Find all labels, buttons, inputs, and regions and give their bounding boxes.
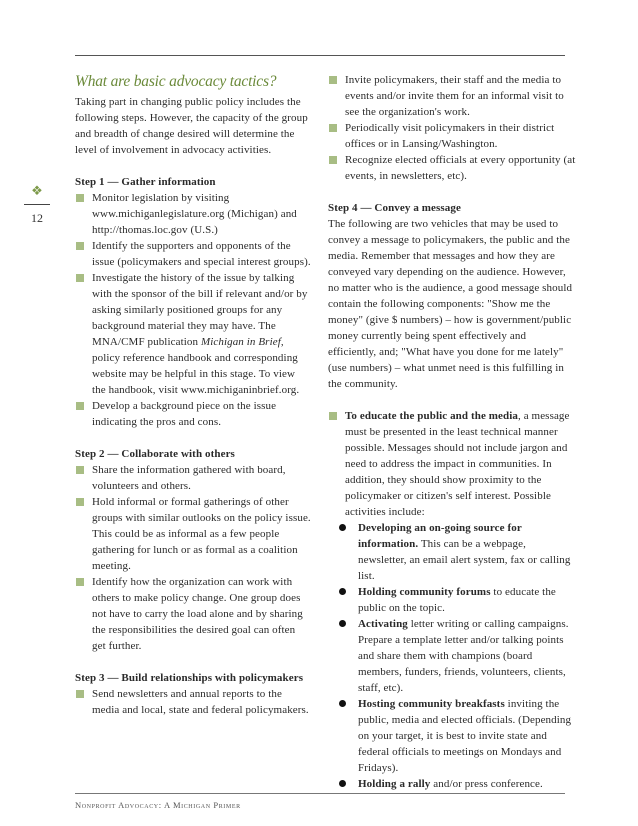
step1-list [75, 190, 311, 430]
bullet-icon [339, 620, 346, 627]
list-item [328, 408, 576, 520]
step2-list [75, 462, 311, 654]
list-item: Send newsletters and annual reports to the media and local, state and federal policymakers. [75, 686, 311, 718]
activity-text: letter writing or calling campaigns. Prepare a template letter and/or talking points and share them with champions (board members, funders, friends, volunteers, clients, staff, etc). [358, 618, 569, 694]
right-column [328, 72, 576, 792]
step4-paragraph: The following are two vehicles that may be used to convey a message to policymakers, the public and the media. Remember that messages and how they are conveyed vary depending on the audience. However, no matter who is the audience, a good message should contain the following components: "Show me the money" (give $ numbers) – how is government/public money currently being spent effectively and efficiently, and; "What have you done for me lately" (use numbers) – what unmet need is this fulfilling in the community. [328, 218, 573, 390]
activity-text: and/or press conference. [430, 778, 543, 790]
list-item: Invite policymakers, their staff and the media to events and/or invite them for an informal visit to see the organization's work. [328, 72, 576, 120]
item-lead: To educate the public and the media [345, 410, 519, 422]
bottom-rule [75, 793, 565, 794]
activity-item [328, 520, 576, 584]
step3-title: Step 3 — Build relationships with policymakers [75, 672, 304, 684]
item-text: Investigate the history of the issue by talking with the sponsor of the bill if relevant and/or by asking similarly positioned groups for any background material they may have. The MNA/CMF publication [92, 272, 308, 348]
activity-lead: Developing an on-going source for information. [358, 522, 522, 550]
list-item: Monitor legislation by visiting www.michiganlegislature.org (Michigan) and http://thomas.loc.gov (U.S.) [75, 190, 311, 238]
list-item: Hold informal or formal gatherings of other groups with similar outlooks on the policy issue. This could be as informal as a few people gathering for lunch or as formal as a coalition meeting. [75, 494, 311, 574]
step2-title: Step 2 — Collaborate with others [75, 448, 235, 460]
publication-title: Michigan in Brief, [200, 336, 284, 348]
step4-list [328, 408, 576, 520]
step1-title: Step 1 — Gather information [75, 176, 216, 188]
step3-continued-list [328, 72, 576, 184]
list-item: Periodically visit policymakers in their district offices or in Lansing/Washington. [328, 120, 576, 152]
step3-list [75, 686, 311, 718]
activity-text: to educate the public on the topic. [358, 586, 556, 614]
activity-item [328, 696, 576, 776]
step4-title: Step 4 — Convey a message [328, 202, 461, 214]
margin-divider [24, 204, 50, 205]
intro-paragraph: Taking part in changing public policy includes the following steps. However, the capacity of the group and breadth of change desired will determine the level of involvement in advocacy activities. [75, 96, 308, 156]
list-item: Identify the supporters and opponents of the issue (policymakers and special interest groups). [75, 238, 311, 270]
activity-item [328, 776, 576, 792]
activity-text: This can be a webpage, newsletter, an email alert system, fax or calling list. [358, 538, 571, 582]
margin-ornament-icon: ❖ [31, 183, 43, 198]
bullet-icon [339, 780, 346, 787]
item-text: policy reference handbook and corresponding website may be helpful in this stage. To view the handbook, visit www.michiganinbrief.org. [92, 352, 300, 396]
list-item: Identify how the organization can work with others to make policy change. One group does not have to carry the load alone and by sharing the responsibilities the desired goal can often get further. [75, 574, 311, 654]
bullet-icon [339, 588, 346, 595]
bullet-icon [339, 700, 346, 707]
list-item: Share the information gathered with board, volunteers and others. [75, 462, 311, 494]
running-footer: Nonprofit Advocacy: A Michigan Primer [75, 800, 241, 810]
activity-item [328, 616, 576, 696]
activities-list [328, 520, 576, 792]
list-item: Recognize elected officials at every opportunity (at events, in newsletters, etc). [328, 152, 576, 184]
activity-lead: Holding a rally [358, 778, 431, 790]
bullet-icon [339, 524, 346, 531]
list-item [75, 270, 311, 398]
left-column [75, 72, 311, 718]
page-number: 12 [31, 211, 43, 225]
section-heading: What are basic advocacy tactics? [75, 73, 277, 90]
activity-lead: Holding community forums [358, 586, 491, 598]
activity-lead: Hosting community breakfasts [358, 698, 505, 710]
top-rule [75, 55, 565, 56]
item-text: , a message must be presented in the least technical manner possible. Messages should not include jargon and need to address the impact in communities. In addition, they should show proximity to the policymaker or citizen's self interest. Possible activities include: [345, 410, 570, 518]
activity-lead: Activating [358, 618, 408, 630]
activity-item [328, 584, 576, 616]
activity-text: inviting the public, media and elected officials. (Depending on your target, it is best to invite state and federal officials to meetings on Mondays and Fridays). [358, 698, 572, 774]
list-item: Develop a background piece on the issue indicating the pros and cons. [75, 398, 311, 430]
